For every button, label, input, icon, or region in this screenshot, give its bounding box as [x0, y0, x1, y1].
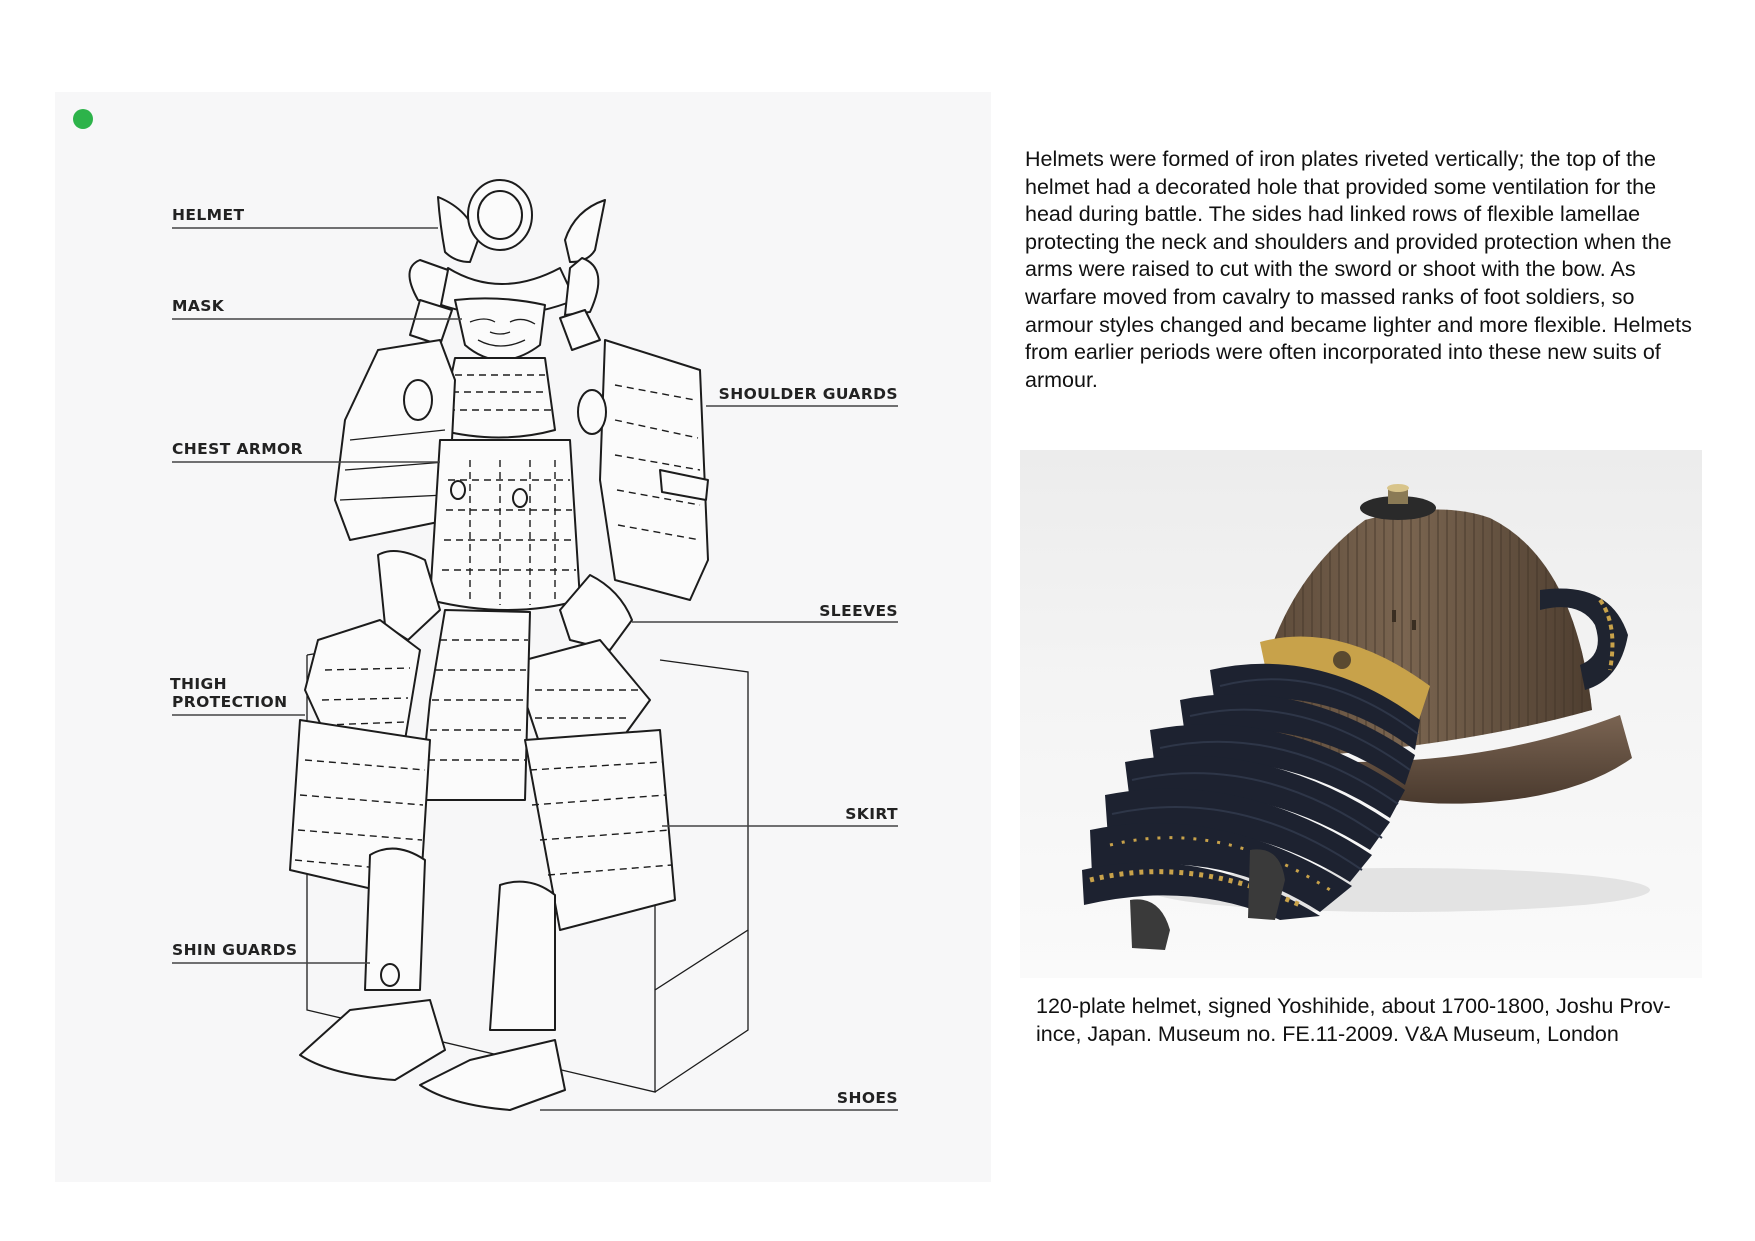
label-shoes [540, 1089, 898, 1110]
label-skirt-text: SKIRT [845, 805, 898, 823]
label-thigh-protection [170, 675, 305, 715]
helmet-description-text: Helmets were formed of iron plates riveted vertically; the top of the helmet had a decorated hole that provided some ventilation for the head during battle. The sides had linked rows of flexible lamellae protecting the neck and shoulders and provided protection when the arms were raised to cut with the sword or shoot with the bow. As warfare moved from cavalry to massed ranks of foot soldiers, so armour styles changed and became lighter and more flexible. Helmets from earlier periods were often incorporated into these new suits of armour. [1025, 147, 1692, 392]
label-shoulder-guards-text: SHOULDER GUARDS [718, 385, 898, 403]
label-shoes-text: SHOES [836, 1089, 898, 1107]
label-shoulder-guards [706, 385, 898, 406]
label-sleeves-text: SLEEVES [819, 602, 898, 620]
label-sleeves [632, 602, 898, 622]
caption-line-1: 120-plate helmet, signed Yoshihide, about 1700-1800, Joshu Prov- [1036, 994, 1671, 1018]
photo-caption [1036, 992, 1696, 1048]
caption-line-2: ince, Japan. Museum no. FE.11-2009. V&A Museum, London [1036, 1022, 1619, 1046]
helmet-photo-illustration [1020, 450, 1702, 978]
label-helmet [172, 206, 438, 228]
label-helmet-text: HELMET [172, 206, 245, 224]
helmet-photo [1020, 450, 1702, 978]
label-mask-text: MASK [172, 297, 225, 315]
label-shin-guards [172, 941, 370, 963]
label-skirt [662, 805, 898, 826]
label-thigh-text: THIGH [170, 675, 228, 693]
label-shin-guards-text: SHIN GUARDS [172, 941, 298, 959]
label-protection-text: PROTECTION [172, 693, 288, 711]
label-chest-armor-text: CHEST ARMOR [172, 440, 303, 458]
